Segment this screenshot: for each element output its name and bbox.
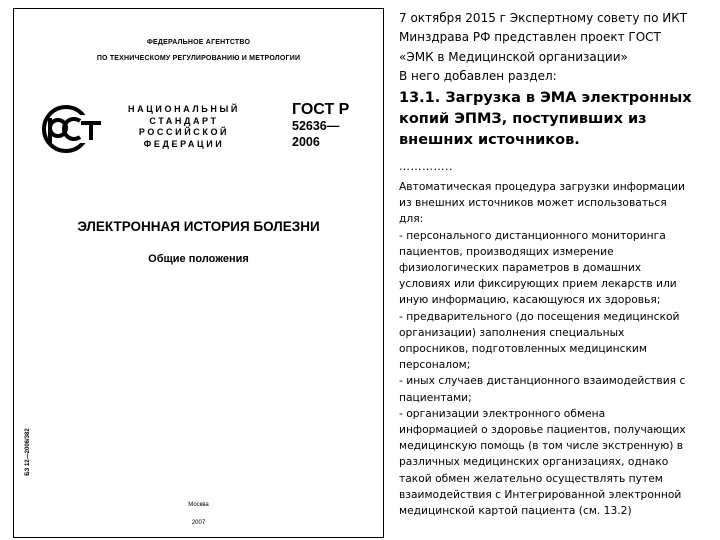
standard-cover-page xyxy=(13,8,384,538)
agency-name-line1: ФЕДЕРАЛЬНОЕ АГЕНТСТВО xyxy=(146,39,251,46)
gost-designation xyxy=(292,102,349,150)
section-heading xyxy=(399,88,711,151)
body-line: такой обмен желательно осуществлять путем xyxy=(399,471,663,485)
body-line: условиях или фиксирующих прием лекарств или xyxy=(399,277,677,291)
rst-logo-icon xyxy=(36,104,104,154)
body-line: иную информацию, касающуюся их здоровья; xyxy=(399,293,661,307)
heading-line: копий ЭПМЗ, поступивших из xyxy=(399,111,647,127)
publication-city: Москва xyxy=(188,502,209,508)
national-standard-line: РОССИЙСКОЙ xyxy=(138,127,230,137)
body-line: для: xyxy=(399,212,424,226)
national-standard-line: ФЕДЕРАЦИИ xyxy=(143,138,225,149)
body-line: - иных случаев дистанционного взаимодействия с xyxy=(399,374,686,388)
body-line: организации) заполнения специальных xyxy=(399,325,625,339)
body-line: медицинской картой пациента (см. 13.2) xyxy=(399,504,632,518)
body-line: физиологических параметров в домашних xyxy=(399,261,642,275)
agency-name-line2: ПО ТЕХНИЧЕСКОМУ РЕГУЛИРОВАНИЮ И МЕТРОЛОГИИ xyxy=(96,55,301,62)
national-standard-line: НАЦИОНАЛЬНЫЙ xyxy=(128,104,240,114)
document-subtitle: Общие положения xyxy=(148,253,249,265)
body-line: различных медицинских организациях, однако xyxy=(399,455,669,469)
gost-year: 2006 xyxy=(292,135,320,149)
body-line: - организации электронного обмена xyxy=(399,406,606,420)
body-line: опросников, подготовленных медицинским xyxy=(399,342,647,356)
gost-number: 52636— xyxy=(292,119,340,133)
heading-line: внешних источников. xyxy=(399,132,580,148)
section-body xyxy=(399,179,711,519)
body-line: пациентами; xyxy=(399,390,472,404)
body-line: информацией о здоровье пациентов, получающих xyxy=(399,423,686,437)
body-line: персоналом; xyxy=(399,358,471,372)
intro-line: 7 октября 2015 г Экспертному совету по ИКТ xyxy=(399,11,688,25)
document-title: ЭЛЕКТРОННАЯ ИСТОРИЯ БОЛЕЗНИ xyxy=(77,219,320,234)
gost-label: ГОСТ Р xyxy=(292,101,350,118)
intro-paragraph xyxy=(399,9,711,86)
body-line: - предварительного (до посещения медицинской xyxy=(399,309,680,323)
body-line: пациентов, производящих измерение xyxy=(399,244,614,258)
body-line: Автоматическая процедура загрузки информации xyxy=(399,180,685,193)
heading-line: 13.1. Загрузка в ЭМА электронных xyxy=(399,90,692,106)
body-line: медицинскую помощь (в том числе экстренную) в xyxy=(399,439,684,453)
side-code: БЗ 12—2006/382 xyxy=(25,428,31,476)
body-line: - персонального дистанционного мониторинга xyxy=(399,228,666,242)
intro-line: Минздрава РФ представлен проект ГОСТ xyxy=(399,30,661,45)
national-standard-line: СТАНДАРТ xyxy=(149,115,219,126)
intro-line: В него добавлен раздел: xyxy=(399,68,557,83)
intro-line: «ЭМК в Медицинской организации» xyxy=(399,49,628,64)
body-line: из внешних источников может использоваться xyxy=(399,196,667,210)
national-standard-label xyxy=(114,104,254,150)
publication-year: 2007 xyxy=(191,520,206,526)
ellipsis: ………….. xyxy=(399,160,453,173)
body-line: взаимодействия с Интегрированной электронной xyxy=(399,487,682,501)
